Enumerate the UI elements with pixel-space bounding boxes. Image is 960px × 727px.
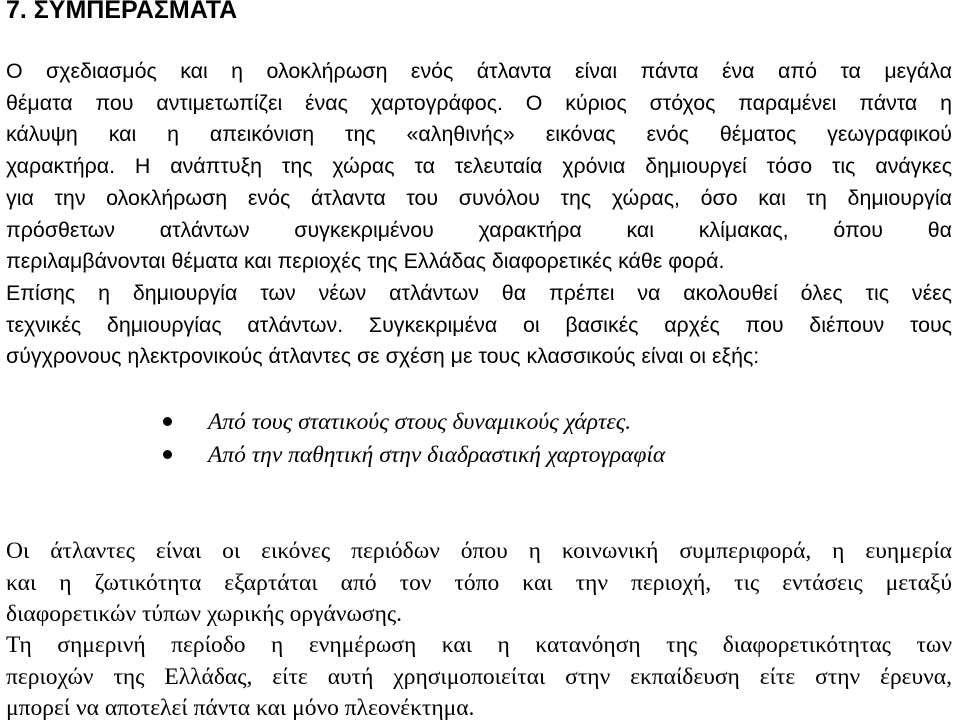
paragraph-line: περιλαμβάνονται θέματα και περιοχές της Ελλάδας διαφορετικές κάθε φορά. <box>6 249 725 274</box>
paragraph-line: περιοχών της Ελλάδας, είτε αυτή χρησιμοποιείται στην εκπαίδευση είτε στην έρευνα, <box>6 663 952 690</box>
paragraph-line: μπορεί να αποτελεί πάντα και μόνο πλεονέκτημα. <box>6 695 475 721</box>
list-item-text: Από τους στατικούς στους δυναμικούς χάρτες. <box>208 409 632 435</box>
paragraph-line: διαφορετικών τύπων χωρικής οργάνωσης. <box>6 601 403 627</box>
paragraph-line: Ο σχεδιασμός και η ολοκλήρωση ενός άτλαντα είναι πάντα ένα από τα μεγάλα <box>6 59 952 83</box>
paragraph-line: πρόσθετων ατλάντων συγκεκριμένου χαρακτήρα και κλίμακας, όπου θα <box>6 217 952 242</box>
paragraph-new-atlases <box>6 278 952 373</box>
principles-list <box>0 406 960 472</box>
list-item <box>0 406 960 439</box>
paragraph-line: και η ζωτικότητα εξαρτάται από τον τόπο και την περιοχή, τις εντάσεις μεταξύ <box>6 569 952 596</box>
paragraph-line: σύγχρονους ηλεκτρονικούς άτλαντες σε σχέση με τους κλασσικούς είναι οι εξής: <box>6 344 760 369</box>
bullet-icon <box>163 417 172 426</box>
paragraph-line: για την ολοκλήρωση ενός άτλαντα του συνόλου της χώρας, όσο και τη δημιουργία <box>6 185 952 210</box>
paragraph-line: Τη σημερινή περίοδο η ενημέρωση και η κατανόηση της διαφορετικότητας των <box>6 632 952 658</box>
paragraph-line: θέματα που αντιμετωπίζει ένας χαρτογράφος. Ο κύριος στόχος παραμένει πάντα η <box>6 90 952 115</box>
paragraph-line: Οι άτλαντες είναι οι εικόνες περιόδων όπου η κοινωνική συμπεριφορά, η ευημερία <box>6 538 952 564</box>
bullet-icon <box>163 450 172 459</box>
list-item <box>0 439 960 472</box>
list-item-text: Από την παθητική στην διαδραστική χαρτογραφία <box>208 442 666 468</box>
section-heading: 7. ΣΥΜΠΕΡΑΣΜΑΤΑ <box>6 0 238 24</box>
paragraph-line: κάλυψη και η απεικόνιση της «αληθινής» εικόνας ενός θέματος γεωγραφικού <box>6 122 952 147</box>
paragraph-atlas-design <box>6 56 952 278</box>
paragraph-line: Επίσης η δημιουργία των νέων ατλάντων θα πρέπει να ακολουθεί όλες τις νέες <box>6 281 952 305</box>
paragraph-current-period <box>6 630 952 725</box>
paragraph-atlases-images <box>6 536 952 631</box>
paragraph-line: τεχνικές δημιουργίας ατλάντων. Συγκεκριμένα οι βασικές αρχές που διέπουν τους <box>6 312 952 337</box>
paragraph-line: χαρακτήρα. Η ανάπτυξη της χώρας τα τελευταία χρόνια δημιουργεί τόσο τις ανάγκες <box>6 154 952 179</box>
